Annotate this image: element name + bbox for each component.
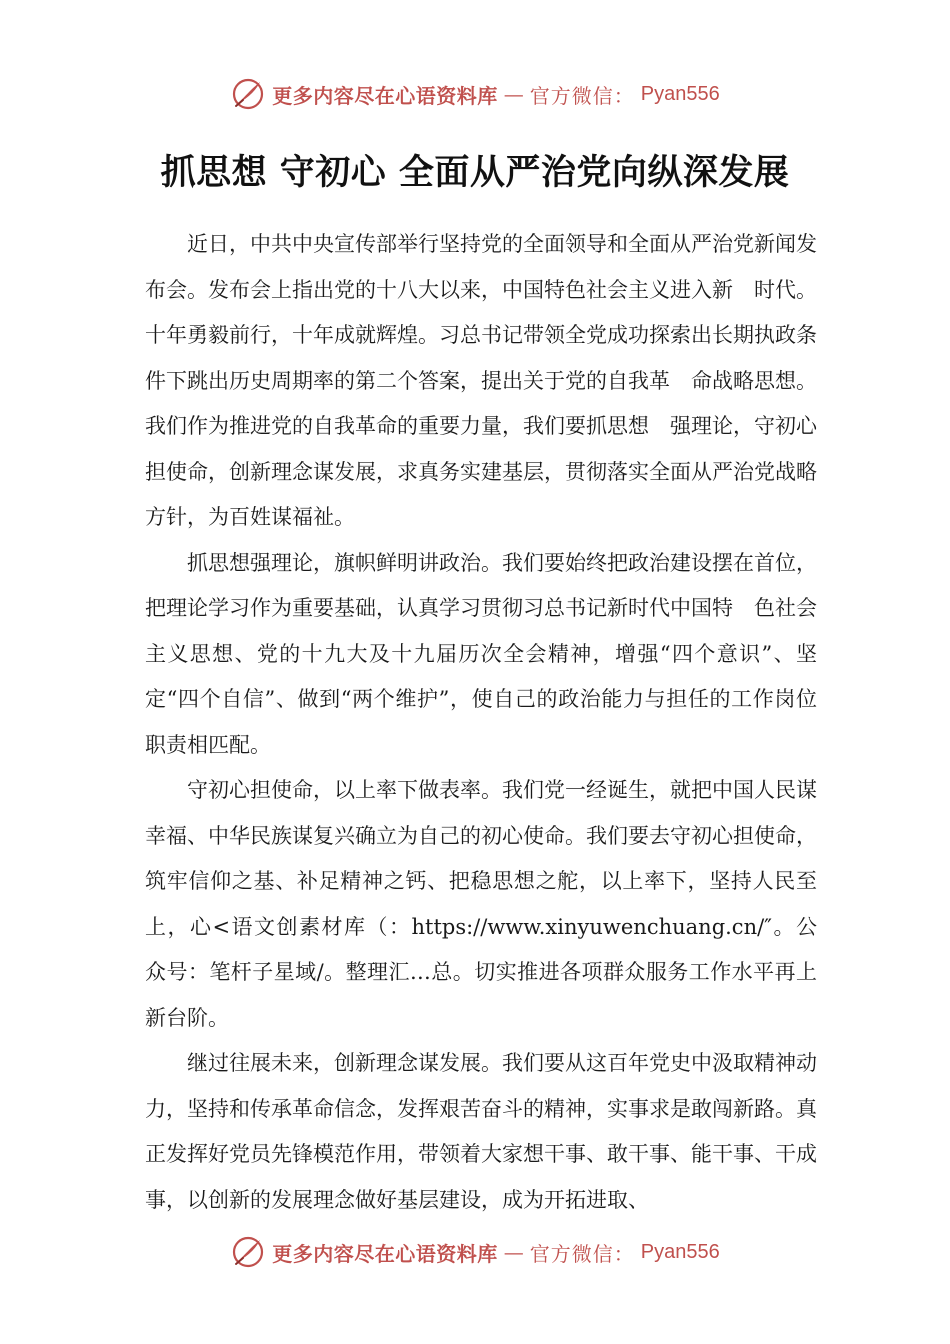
watermark-dash: — <box>503 1240 524 1264</box>
watermark-dash: — <box>503 82 524 106</box>
header-watermark-banner <box>0 72 950 116</box>
footer-watermark-banner <box>0 1230 950 1274</box>
paragraph: 近日，中共中央宣传部举行坚持党的全面领导和全面从严治党新闻发布会。发布会上指出党的十八大以来，中国特色社会主义进入新 时代。十年勇毅前行，十年成就辉煌。习总书记带领全党成功探索出长期执政条件下跳出历史周期率的第二个答案，提出关于党的自我革 命战略思想。我们作为推进党的自我革命的重要力量，我们要抓思想 强理论，守初心担使命，创新理念谋发展，求真务实建基层，贯彻落实全面从严治党战略方针，为百姓谋福祉。 <box>145 232 817 529</box>
paragraph: 守初心担使命，以上率下做表率。我们党一经诞生，就把中国人民谋幸福、中华民族谋复兴确立为自己的初心使命。我们要去守初心担使命，筑牢信仰之基、补足精神之钙、把稳思想之舵，以上率下，坚持人民至上，心<语文创素材库（：https://www.xinyuwenchuang.cn/″。公众号：笔杆子星域/。整理汇…总。切实推进各项群众服务工作水平再上新台阶。 <box>145 778 817 1030</box>
watermark-wechat-id: Pyan556 <box>640 1240 720 1263</box>
paragraph: 继过往展未来，创新理念谋发展。我们要从这百年党史中汲取精神动力，坚持和传承革命信念，发挥艰苦奋斗的精神，实事求是敢闯新路。真正发挥好党员先锋模范作用，带领着大家想干事、敢干事、能干事、干成事，以创新的发展理念做好基层建设，成为开拓进取、 <box>145 1051 817 1212</box>
watermark-main-text: 更多内容尽在心语资料库 <box>272 83 498 108</box>
watermark-main-text: 更多内容尽在心语资料库 <box>272 1241 498 1266</box>
watermark-sub-text: 官方微信： <box>529 1241 635 1266</box>
quill-logo-icon <box>230 76 266 112</box>
article-title: 抓思想 守初心 全面从严治党向纵深发展 <box>160 153 790 193</box>
article-body <box>145 222 817 1223</box>
paragraph: 抓思想强理论，旗帜鲜明讲政治。我们要始终把政治建设摆在首位，把理论学习作为重要基础，认真学习贯彻习总书记新时代中国特 色社会主义思想、党的十九大及十九届历次全会精神，增强“四个意识”、坚定“四个自信”、做到“两个维护”，使自己的政治能力与担任的工作岗位职责相匹配。 <box>145 550 817 757</box>
watermark-sub-text: 官方微信： <box>529 83 635 108</box>
quill-logo-icon <box>230 1234 266 1270</box>
watermark-wechat-id: Pyan556 <box>640 82 720 105</box>
